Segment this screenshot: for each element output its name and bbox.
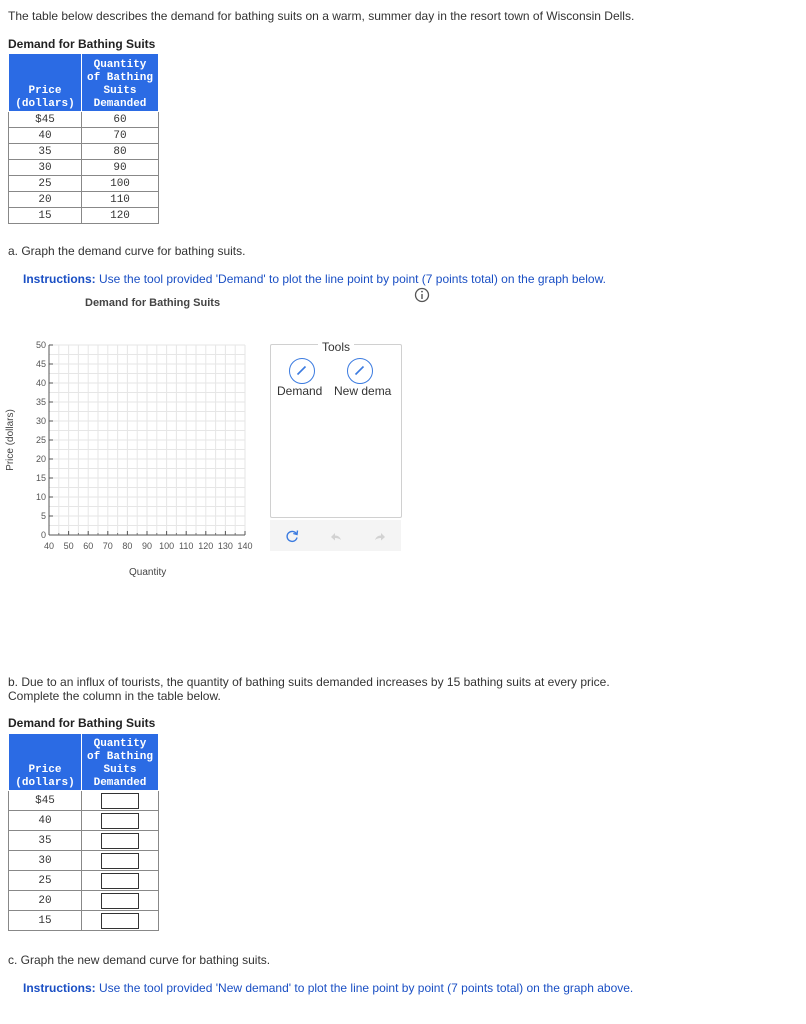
price-cell: $45	[9, 112, 82, 128]
part-c-text: c. Graph the new demand curve for bathing suits.	[8, 953, 271, 967]
table-row	[9, 112, 159, 128]
quantity-cell: 120	[82, 208, 159, 224]
quantity-cell: 80	[82, 144, 159, 160]
x-tick-label: 130	[217, 541, 233, 551]
x-tick-label: 70	[102, 541, 113, 551]
price-cell: 25	[9, 176, 82, 192]
table-row	[9, 911, 159, 931]
quantity-cell: 60	[82, 112, 159, 128]
price-cell: 20	[9, 192, 82, 208]
price-cell: 35	[9, 144, 82, 160]
x-tick-label: 50	[63, 541, 74, 551]
quantity-cell	[82, 871, 159, 891]
quantity-cell	[82, 831, 159, 851]
price-cell: 25	[9, 871, 82, 891]
y-tick-label: 15	[35, 473, 46, 483]
y-tick-label: 50	[35, 340, 46, 350]
quantity-input[interactable]	[101, 893, 139, 909]
quantity-input[interactable]	[101, 853, 139, 869]
x-tick-label: 80	[122, 541, 133, 551]
y-tick-label: 40	[35, 378, 46, 388]
quantity-cell: 90	[82, 160, 159, 176]
tools-title: Tools	[318, 340, 354, 354]
x-tick-label: 100	[159, 541, 175, 551]
instructions-a: Instructions: Use the tool provided 'Demand' to plot the line point by point (7 points total) on the graph below.	[23, 272, 606, 286]
price-cell: 15	[9, 911, 82, 931]
x-tick-label: 60	[83, 541, 94, 551]
table-row	[9, 791, 159, 811]
new-demand-tool-button[interactable]	[347, 358, 373, 384]
y-tick-label: 25	[35, 435, 46, 445]
quantity-input[interactable]	[101, 813, 139, 829]
table1-caption: Demand for Bathing Suits	[8, 37, 156, 51]
price-cell: 40	[9, 128, 82, 144]
intro-text: The table below describes the demand for bathing suits on a warm, summer day in the resort town of Wisconsin Dells.	[8, 9, 635, 23]
new-demand-tool-label: New dema	[334, 384, 392, 398]
tools-panel	[270, 340, 402, 518]
table-row	[9, 811, 159, 831]
table-row	[9, 128, 159, 144]
y-tick-label: 0	[40, 530, 46, 540]
table-row	[9, 208, 159, 224]
y-tick-label: 45	[35, 359, 46, 369]
table-row	[9, 176, 159, 192]
price-cell: 35	[9, 831, 82, 851]
y-tick-label: 20	[35, 454, 46, 464]
table-row	[9, 871, 159, 891]
x-tick-label: 110	[179, 541, 194, 551]
y-tick-label: 30	[35, 416, 46, 426]
line-tool-icon	[290, 359, 313, 382]
quantity-cell	[82, 811, 159, 831]
part-b-text-1: b. Due to an influx of tourists, the quantity of bathing suits demanded increases by 15 bathing suits at every price.	[8, 675, 610, 689]
demand-table	[8, 53, 159, 224]
quantity-header: Quantity of Bathing Suits Demanded	[82, 734, 159, 791]
price-cell: $45	[9, 791, 82, 811]
quantity-input[interactable]	[101, 913, 139, 929]
y-tick-label: 10	[35, 492, 46, 502]
table2-caption: Demand for Bathing Suits	[8, 716, 156, 730]
part-b-text-2: Complete the column in the table below.	[8, 689, 221, 703]
quantity-cell	[82, 911, 159, 931]
table-row	[9, 831, 159, 851]
reset-icon[interactable]	[284, 528, 300, 544]
x-tick-label: 40	[43, 541, 55, 551]
line-tool-icon	[348, 359, 371, 382]
x-tick-label: 90	[141, 541, 153, 551]
price-cell: 15	[9, 208, 82, 224]
price-cell: 20	[9, 891, 82, 911]
instructions-c: Instructions: Use the tool provided 'New demand' to plot the line point by point (7 points total) on the graph above.	[23, 981, 634, 995]
demand-tool-button[interactable]	[289, 358, 315, 384]
quantity-input[interactable]	[101, 833, 139, 849]
price-header: Price (dollars)	[9, 734, 82, 791]
graph-action-bar	[270, 520, 401, 551]
table-row	[9, 192, 159, 208]
table-row	[9, 851, 159, 871]
x-tick-label: 140	[237, 541, 253, 551]
table-row	[9, 144, 159, 160]
quantity-cell	[82, 791, 159, 811]
table-row	[9, 160, 159, 176]
quantity-header: Quantity of Bathing Suits Demanded	[82, 54, 159, 112]
undo-icon[interactable]	[328, 528, 344, 544]
demand-graph[interactable]	[0, 330, 262, 570]
price-cell: 30	[9, 851, 82, 871]
demand-tool-label: Demand	[277, 384, 323, 398]
new-demand-table	[8, 733, 159, 931]
table-row	[9, 891, 159, 911]
price-cell: 30	[9, 160, 82, 176]
y-tick-label: 5	[40, 511, 46, 521]
price-header: Price (dollars)	[9, 54, 82, 112]
quantity-cell: 70	[82, 128, 159, 144]
info-icon[interactable]	[414, 287, 430, 303]
quantity-cell	[82, 891, 159, 911]
price-cell: 40	[9, 811, 82, 831]
part-a-text: a. Graph the demand curve for bathing suits.	[8, 244, 246, 258]
redo-icon[interactable]	[372, 528, 388, 544]
x-axis-label: Quantity	[129, 567, 167, 578]
quantity-cell: 110	[82, 192, 159, 208]
graph-title: Demand for Bathing Suits	[85, 297, 221, 309]
quantity-input[interactable]	[101, 793, 139, 809]
quantity-cell: 100	[82, 176, 159, 192]
x-tick-label: 120	[198, 541, 214, 551]
y-tick-label: 35	[35, 397, 46, 407]
quantity-input[interactable]	[101, 873, 139, 889]
y-axis-label: Price (dollars)	[5, 409, 16, 471]
quantity-cell	[82, 851, 159, 871]
